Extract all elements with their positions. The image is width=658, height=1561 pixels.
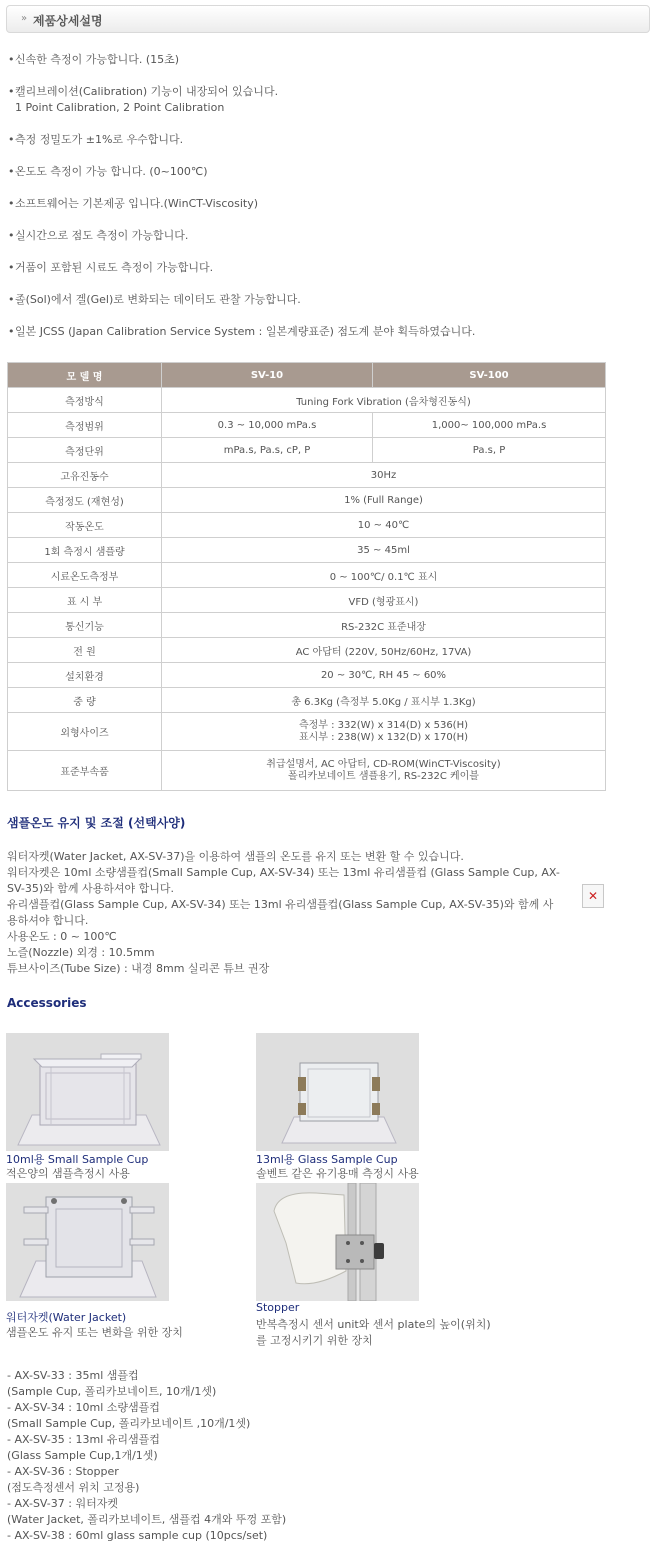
accessory-name: 13ml용 Glass Sample Cup (256, 1153, 398, 1166)
table-row: 측정정도 (재현성) 1% (Full Range) (8, 488, 606, 513)
glass-sample-cup-photo (256, 1033, 419, 1151)
feature-item: •신속한 측정이 가능합니다. (15초) (8, 53, 180, 66)
list-item: - AX-SV-37 : 워터자켓 (7, 1497, 118, 1510)
table-row: 표준부속품 취급설명서, AC 아답터, CD-ROM(WinCT-Viscosity) 폴리카보네이트 샘플용기, RS-232C 케이블 (8, 751, 606, 791)
table-row: 작동온도 10 ~ 40℃ (8, 513, 606, 538)
bullet-icon: • (8, 293, 15, 306)
bullet-icon: • (8, 325, 15, 338)
column-header: SV-100 (373, 363, 606, 388)
list-item: (Glass Sample Cup,1개/1셋) (7, 1449, 158, 1462)
list-item: (Sample Cup, 폴리카보네이트, 10개/1셋) (7, 1385, 217, 1398)
small-sample-cup-photo (6, 1033, 169, 1151)
feature-item: •일본 JCSS (Japan Calibration Service System : 일본계량표준) 점도계 분야 획득하였습니다. (8, 325, 476, 338)
accessory-name: 10ml용 Small Sample Cup (6, 1153, 149, 1166)
stopper-photo (256, 1183, 419, 1301)
list-item: - AX-SV-34 : 10ml 소량샘플컵 (7, 1401, 160, 1414)
bullet-icon: • (8, 53, 15, 66)
column-header: SV-10 (162, 363, 373, 388)
accessory-desc: 반복측정시 센서 unit와 센서 plate의 높이(위치) (256, 1318, 491, 1331)
bullet-icon: • (8, 261, 15, 274)
list-item: - AX-SV-38 : 60ml glass sample cup (10pcs/set) (7, 1529, 268, 1542)
accessory-name: Stopper (256, 1301, 300, 1314)
table-row: 전 원 AC 아답터 (220V, 50Hz/60Hz, 17VA) (8, 638, 606, 663)
sample-section-text: 워터자켓(Water Jacket, AX-SV-37)을 이용하여 샘플의 온도를 유지 또는 변환 할 수 있습니다. 워터자켓은 10ml 소량샘플컵(Small Sample Cup, AX-SV-34) 또는 13ml 유리샘플컵 (Glass Sample Cup, AX- SV-35)와 함께 사용하셔야 합니다. 유리샘플컵(Glass Sample Cup, AX-SV-34) 또는 13ml 유리샘플컵(Glass Sample Cup, AX-SV-35)와 함께 사 용하셔야 합니다. 사용온도 : 0 ~ 100℃ 노즐(Nozzle) 외경 : 10.5mm 튜브사이즈(Tube Size) : 내경 8mm 실리콘 튜브 권장 (7, 850, 560, 975)
broken-image-icon: ✕ (582, 884, 604, 908)
table-row: 측정범위 0.3 ~ 10,000 mPa.s 1,000~ 100,000 mPa.s (8, 413, 606, 438)
spec-table (7, 362, 606, 791)
accessory-desc: 솔벤트 같은 유기용매 측정시 사용 (256, 1167, 419, 1180)
accessory-desc: 샘플온도 유지 또는 변화을 위한 장치 (6, 1326, 183, 1339)
table-row: 시료온도측정부 0 ~ 100℃/ 0.1℃ 표시 (8, 563, 606, 588)
section-header (6, 5, 650, 33)
list-item: - AX-SV-33 : 35ml 샘플컵 (7, 1369, 139, 1382)
sample-section-title: 샘플온도 유지 및 조절 (선택사양) (7, 816, 186, 830)
section-title: 제품상세설명 (33, 14, 103, 28)
table-row: 표 시 부 VFD (형광표시) (8, 588, 606, 613)
feature-item: •졸(Sol)에서 겔(Gel)로 변화되는 데이터도 관찰 가능합니다. (8, 293, 301, 306)
feature-item: •거품이 포함된 시료도 측정이 가능합니다. (8, 261, 214, 274)
list-item: (Water Jacket, 폴리카보네이트, 샘플컵 4개와 뚜껑 포함) (7, 1513, 287, 1526)
table-row: 측정방식 Tuning Fork Vibration (음차형진동식) (8, 388, 606, 413)
parts-list (7, 1368, 286, 1544)
table-row: 설치환경 20 ~ 30℃, RH 45 ~ 60% (8, 663, 606, 688)
table-row: 외형사이즈 측정부 : 332(W) x 314(D) x 536(H) 표시부 : 238(W) x 132(D) x 170(H) (8, 713, 606, 751)
table-row: 1회 측정시 샘플량 35 ~ 45ml (8, 538, 606, 563)
list-item: (Small Sample Cup, 폴리카보네이트 ,10개/1셋) (7, 1417, 251, 1430)
bullet-icon: • (8, 165, 15, 178)
accessories-title: Accessories (7, 996, 87, 1010)
table-row: 통신기능 RS-232C 표준내장 (8, 613, 606, 638)
feature-item: •소프트웨어는 기본제공 입니다.(WinCT-Viscosity) (8, 197, 259, 210)
double-chevron-right-icon: » (21, 13, 28, 24)
feature-item: •온도도 측정이 가능 합니다. (0~100℃) (8, 165, 208, 178)
bullet-icon: • (8, 85, 15, 98)
list-item: - AX-SV-36 : Stopper (7, 1465, 119, 1478)
table-row: 고유진동수 30Hz (8, 463, 606, 488)
accessory-name: 워터자켓(Water Jacket) (6, 1311, 127, 1324)
bullet-icon: • (8, 197, 15, 210)
feature-item: •측정 정밀도가 ±1%로 우수합니다. (8, 133, 184, 146)
list-item: (점도측정센서 위치 고정용) (7, 1481, 140, 1494)
feature-item: •캘리브레이션(Calibration) 기능이 내장되어 있습니다. 1 Point Calibration, 2 Point Calibration (8, 85, 279, 114)
accessory-desc: 적은양의 샘플측정시 사용 (6, 1167, 130, 1180)
accessory-desc: 를 고정시키기 위한 장치 (256, 1334, 373, 1347)
feature-item: •실시간으로 점도 측정이 가능합니다. (8, 229, 189, 242)
table-row: 측정단위 mPa.s, Pa.s, cP, P Pa.s, P (8, 438, 606, 463)
bullet-icon: • (8, 133, 15, 146)
table-header-row (8, 363, 606, 388)
table-row: 중 량 총 6.3Kg (측정부 5.0Kg / 표시부 1.3Kg) (8, 688, 606, 713)
bullet-icon: • (8, 229, 15, 242)
column-header: 모 델 명 (8, 363, 162, 388)
list-item: - AX-SV-35 : 13ml 유리샘플컵 (7, 1433, 160, 1446)
water-jacket-photo (6, 1183, 169, 1301)
